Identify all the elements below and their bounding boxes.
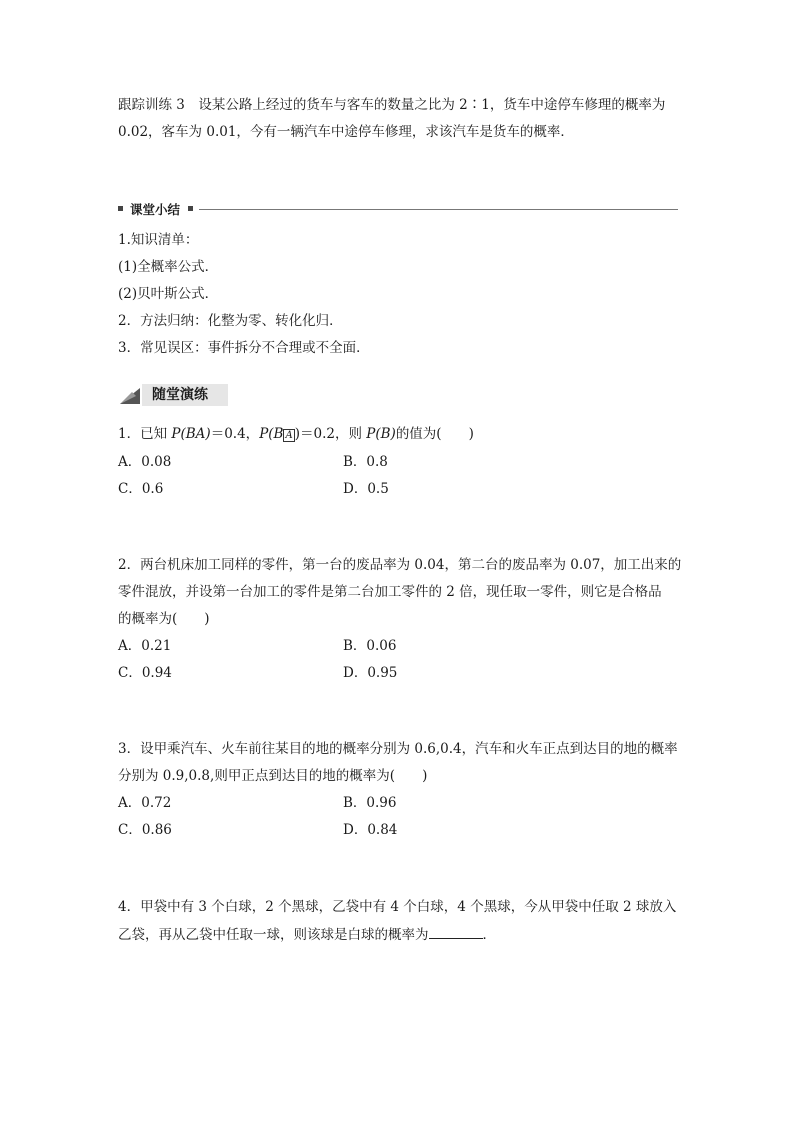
question-1-option-c: C．0.6 — [118, 481, 164, 497]
question-2-option-b: B．0.06 — [343, 638, 397, 654]
question-2-option-d: D．0.95 — [343, 665, 398, 681]
question-2-option-c: C．0.94 — [118, 665, 172, 681]
question-3-option-d: D．0.84 — [343, 822, 398, 838]
summary-title: 课堂小结 — [130, 202, 181, 217]
tracking-exercise-line-2: 0.02，客车为 0.01，今有一辆汽车中途停车修理，求该汽车是货车的概率． — [118, 124, 574, 140]
overline-a-symbol: A — [285, 430, 293, 441]
question-3-option-a: A．0.72 — [118, 795, 172, 811]
practice-title: 随堂演练 — [152, 387, 208, 403]
question-3-option-c: C．0.86 — [118, 822, 172, 838]
question-1-option-d: D．0.5 — [343, 481, 389, 497]
practice-section-banner — [118, 384, 228, 406]
question-3-stem-line: 3．设甲乘汽车、火车前往某目的地的概率分别为 0.6,0.4，汽车和火车正点到达目的地的概率 — [118, 741, 678, 757]
question-2-stem-line: 零件混放，并设第一台加工的零件是第二台加工零件的 2 倍，现任取一零件，则它是合格品 — [118, 584, 662, 600]
summary-item: 2．方法归纳：化整为零、转化化归． — [118, 313, 343, 329]
question-4-stem-line: 4．甲袋中有 3 个白球，2 个黑球，乙袋中有 4 个白球，4 个黑球，今从甲袋中任取 2 球放入 — [118, 899, 677, 915]
question-2-stem-line: 的概率为( ) — [118, 611, 210, 627]
question-3-stem-line: 分别为 0.9,0.8,则甲正点到达目的地的概率为( ) — [118, 768, 428, 784]
question-2-stem-line: 2．两台机床加工同样的零件，第一台的废品率为 0.04，第二台的废品率为 0.07，加工出来的 — [118, 557, 682, 573]
summary-item: (2)贝叶斯公式． — [118, 286, 219, 302]
tracking-exercise-line-1: 跟踪训练 3 设某公路上经过的货车与客车的数量之比为 2∶1，货车中途停车修理的概率为 — [118, 97, 666, 113]
square-bullet-icon — [118, 206, 123, 211]
summary-section-header — [118, 200, 678, 220]
question-1-option-b: B．0.8 — [343, 454, 388, 470]
question-4-stem-line-2: 乙袋，再从乙袋中任取一球，则该球是白球的概率为 ． — [118, 924, 496, 945]
summary-item: 1.知识清单： — [118, 232, 199, 248]
question-2-option-a: A．0.21 — [118, 638, 172, 654]
summary-item: 3．常见误区：事件拆分不合理或不全面． — [118, 340, 370, 356]
summary-item: (1)全概率公式． — [118, 259, 219, 275]
divider-line — [199, 209, 678, 210]
pencil-flag-icon — [118, 384, 142, 406]
answer-blank[interactable] — [429, 924, 483, 939]
question-1-stem: 1．已知 P(BA)＝0.4，P(B A )＝0.2，则 P(B)的值为( ) — [118, 426, 474, 442]
question-3-option-b: B．0.96 — [343, 795, 397, 811]
question-1-option-a: A．0.08 — [118, 454, 172, 470]
square-bullet-icon — [188, 206, 193, 211]
